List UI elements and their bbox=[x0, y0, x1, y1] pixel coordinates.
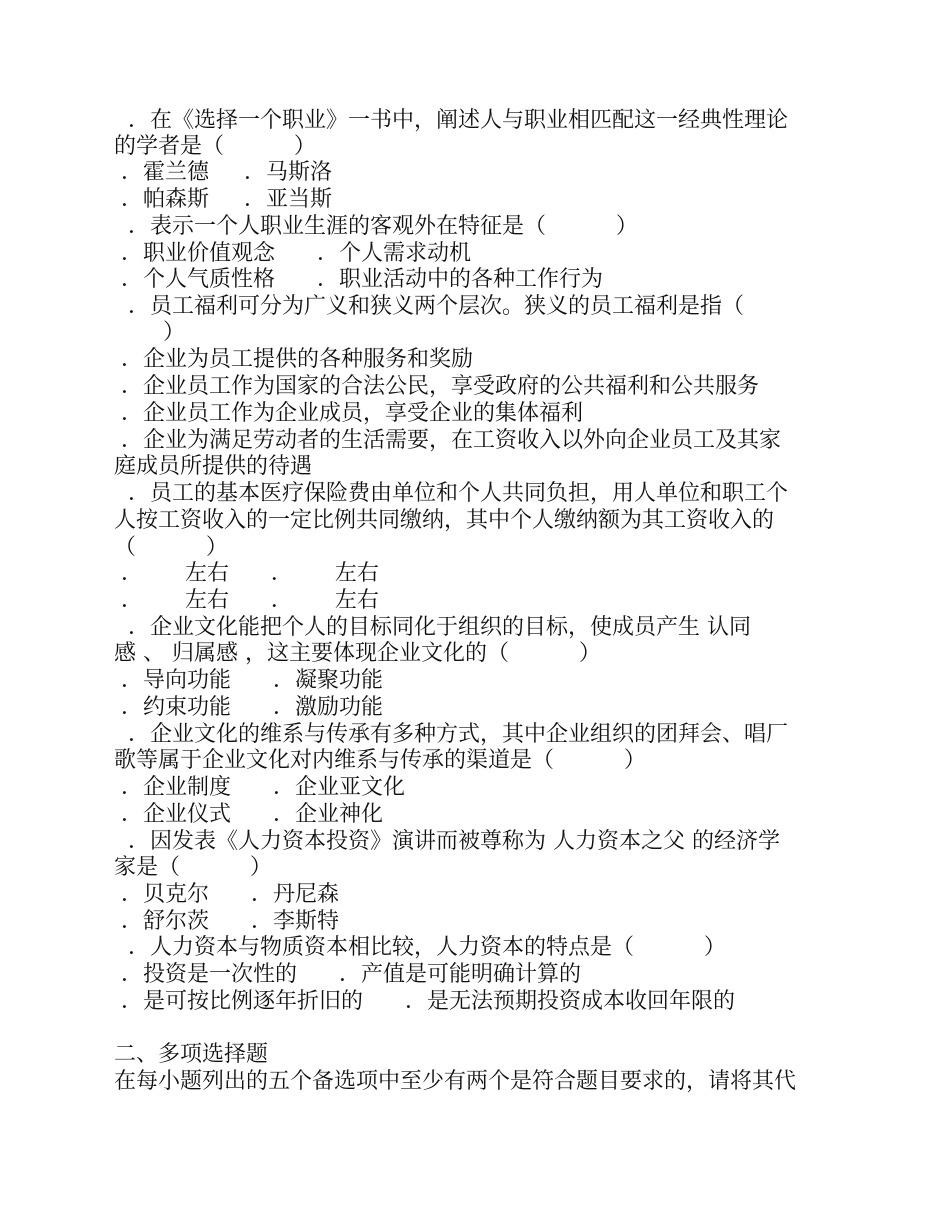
text-line: ．因发表《人力资本投资》演讲而被尊称为 人力资本之父 的经济学 bbox=[114, 829, 780, 854]
text-line: ．约束功能 ．激励功能 bbox=[114, 695, 383, 720]
text-line: ．企业仪式 ．企业神化 bbox=[114, 802, 383, 827]
text-line: ．舒尔茨 ．李斯特 bbox=[114, 909, 339, 934]
text-line: ．企业为员工提供的各种服务和奖励 bbox=[114, 347, 473, 372]
text-line: ．企业员工作为企业成员，享受企业的集体福利 bbox=[114, 401, 583, 426]
text-line: ．在《选择一个职业》一书中，阐述人与职业相匹配这一经典性理论 bbox=[114, 108, 788, 133]
text-line: ．员工的基本医疗保险费由单位和个人共同负担，用人单位和职工个 bbox=[114, 481, 788, 506]
text-line: ．企业制度 ．企业亚文化 bbox=[114, 775, 405, 800]
text-line: 感 、 归属感 ，这主要体现企业文化的（ ） bbox=[114, 641, 601, 666]
text-line: （ ） bbox=[114, 535, 228, 560]
text-line: ．帕森斯 ．亚当斯 bbox=[114, 187, 332, 212]
text-line: 人按工资收入的一定比例共同缴纳，其中个人缴纳额为其工资收入的 bbox=[114, 508, 775, 533]
text-line: ．是可按比例逐年折旧的 ．是无法预期投资成本收回年限的 bbox=[114, 989, 735, 1014]
text-line: ．投资是一次性的 ．产值是可能明确计算的 bbox=[114, 962, 581, 987]
section-heading: 二、多项选择题 bbox=[114, 1042, 269, 1067]
text-line: ） bbox=[114, 320, 185, 345]
text-line: ． 左右 ． 左右 bbox=[114, 561, 379, 586]
text-line: ．贝克尔 ．丹尼森 bbox=[114, 882, 339, 907]
text-line: ．霍兰德 ．马斯洛 bbox=[114, 160, 332, 185]
text-line: ．职业价值观念 ．个人需求动机 bbox=[114, 241, 471, 266]
text-line: ．企业文化能把个人的目标同化于组织的目标，使成员产生 认同 bbox=[114, 615, 751, 640]
text-line: ．人力资本与物质资本相比较，人力资本的特点是（ ） bbox=[114, 935, 726, 960]
text-line: 的学者是（ ） bbox=[114, 134, 316, 159]
text-line: 在每小题列出的五个备选项中至少有两个是符合题目要求的，请将其代 bbox=[114, 1069, 797, 1094]
text-line: ．表示一个人职业生涯的客观外在特征是（ ） bbox=[114, 214, 638, 239]
text-line: ．企业文化的维系与传承有多种方式，其中企业组织的团拜会、唱厂 bbox=[114, 722, 788, 747]
text-line: ．企业员工作为国家的合法公民，享受政府的公共福利和公共服务 bbox=[114, 374, 759, 399]
text-line: ．企业为满足劳动者的生活需要，在工资收入以外向企业员工及其家 bbox=[114, 428, 781, 453]
text-line: ．个人气质性格 ．职业活动中的各种工作行为 bbox=[114, 267, 603, 292]
text-line: ．员工福利可分为广义和狭义两个层次。狭义的员工福利是指（ bbox=[114, 294, 744, 319]
text-line: 庭成员所提供的待遇 bbox=[114, 454, 313, 479]
text-line: 家是（ ） bbox=[114, 855, 272, 880]
text-line: 歌等属于企业文化对内维系与传承的渠道是（ ） bbox=[114, 748, 646, 773]
text-line: ． 左右 ． 左右 bbox=[114, 588, 379, 613]
text-line: ．导向功能 ．凝聚功能 bbox=[114, 668, 383, 693]
